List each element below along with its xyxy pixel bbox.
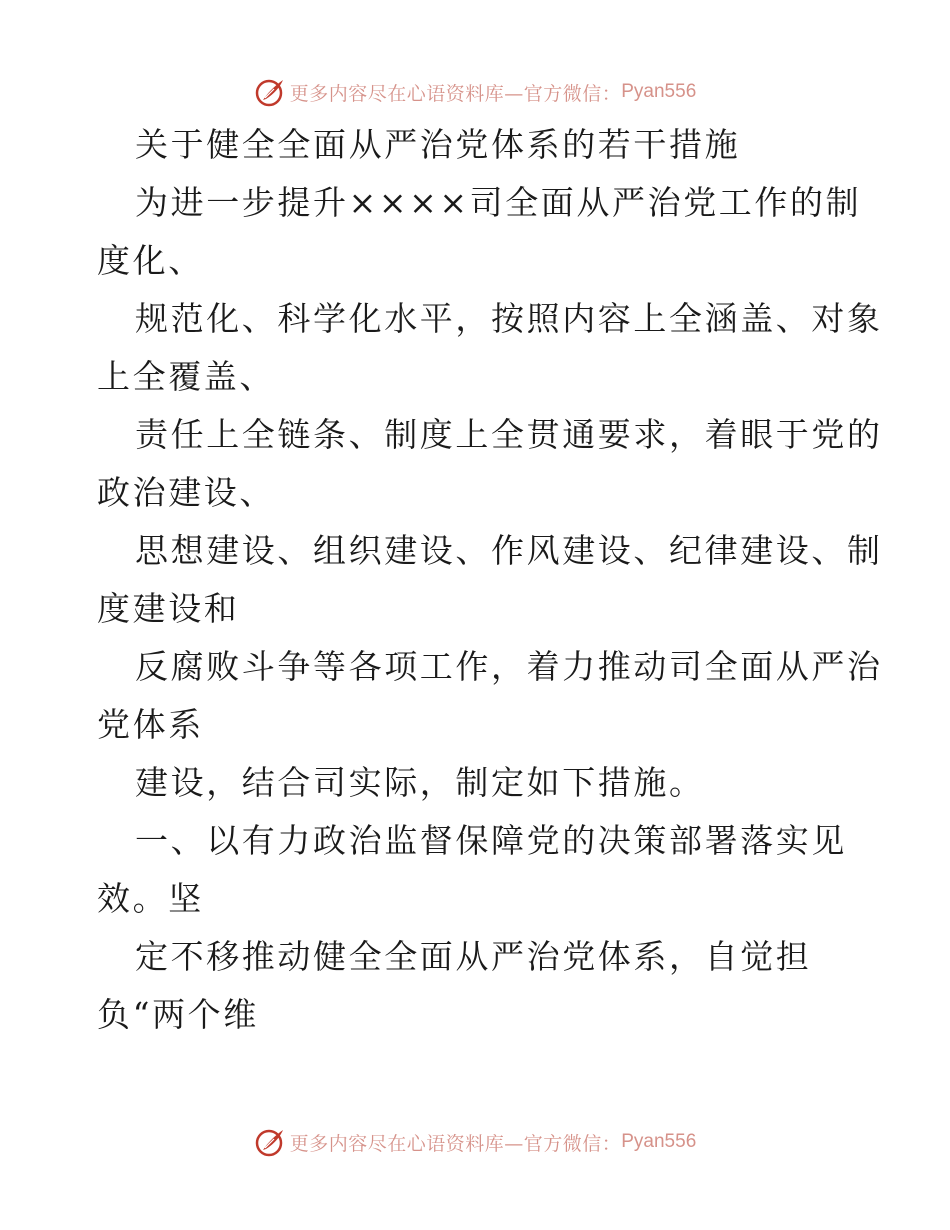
paragraph-line: 建设，结合司实际，制定如下措施。 [135,763,705,802]
document-body [97,116,883,1044]
paragraph-line: 党体系 [97,705,204,744]
paragraph-line: 政治建设、 [97,473,275,512]
paragraph-line: 责任上全链条、制度上全贯通要求，着眼于党的 [135,415,883,454]
quill-logo-icon [254,1126,286,1158]
footer-watermark [0,1122,950,1162]
watermark-text: 更多内容尽在心语资料库—官方微信： [289,82,622,105]
paragraph-line: 度建设和 [97,589,240,628]
paragraph-line: 效。坚 [97,879,204,918]
section-heading-line: 一、以有力政治监督保障党的决策部署落实见 [135,821,847,860]
paragraph-line: 为进一步提升××××司全面从严治党工作的制 [135,183,862,222]
watermark-text: 更多内容尽在心语资料库—官方微信： [289,1132,622,1155]
paragraph-line: 负“两个维 [97,995,259,1034]
paragraph-line: 上全覆盖、 [97,357,275,396]
watermark-wechat-id: Pyan556 [621,1131,697,1152]
watermark-wechat-id: Pyan556 [621,81,697,102]
quill-logo-icon [254,76,286,108]
paragraph-line: 定不移推动健全全面从严治党体系，自觉担 [135,937,812,976]
paragraph-line: 反腐败斗争等各项工作，着力推动司全面从严治 [135,647,883,686]
paragraph-line: 思想建设、组织建设、作风建设、纪律建设、制 [135,531,883,570]
paragraph-line: 规范化、科学化水平，按照内容上全涵盖、对象 [135,299,883,338]
paragraph-line: 度化、 [97,241,204,280]
document-title: 关于健全全面从严治党体系的若干措施 [135,125,741,164]
header-watermark [0,72,950,112]
